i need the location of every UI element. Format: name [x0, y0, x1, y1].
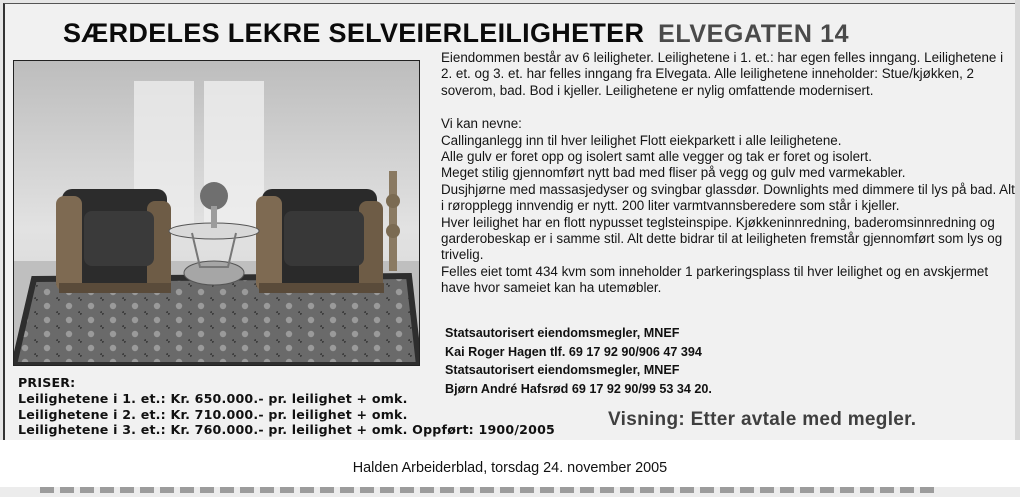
broker-phone: Bjørn André Hafsrød 69 17 92 90/99 53 34 20. — [445, 381, 712, 396]
price-row: Leilighetene i 2. et.: Kr. 710.000.- pr. leilighet + omk. — [18, 406, 408, 422]
ghost-text — [40, 487, 940, 493]
feature-item: Hver leilighet har en flott nypusset teglsteinspipe. Kjøkkeninnredning, baderomsinnredning og garderobeskap er i samme stil. Alt dette bidrar til at leiligheten fremstår gjennomført som lys og trivelig. — [441, 214, 1003, 263]
next-page-strip — [0, 487, 1020, 497]
price-heading: PRISER: — [18, 375, 76, 390]
feature-item: Dusjhjørne med massasjedyser og svingbar glassdør. Downlights med dimmere til lys på bad. Alt i røropplegg innvendig er nytt. 200 liter varmtvannsberedere som står i kjeller. — [441, 181, 1015, 214]
headline-address: ELVEGATEN 14 — [658, 20, 850, 48]
description-intro: Eiendommen består av 6 leiligheter. Leilighetene i 1. et.: har egen felles inngang. Leilighetene i 2. et. og 3. et. har felles inngang fra Elvegata. Alle leilighetene inneholder: Stue/kjøkken, 2 soverom, bad. Bod i kjeller. Leilighetene er nylig omfattende modernisert. — [441, 50, 1004, 98]
feature-item: Alle gulv er foret opp og isolert samt alle vegger og tak er foret og isolert. — [441, 149, 872, 165]
broker-title: Statsautorisert eiendomsmegler, MNEF — [445, 326, 680, 340]
real-estate-ad — [3, 3, 1017, 440]
headline — [63, 18, 849, 49]
viewing-info: Visning: Etter avtale med megler. — [608, 409, 917, 430]
features-heading: Vi kan nevne: — [441, 116, 522, 132]
page-edge — [1015, 0, 1020, 440]
headline-title: SÆRDELES LEKRE SELVEIERLEILIGHETER — [63, 18, 645, 48]
feature-item: Meget stilig gjennomført nytt bad med fliser på vegg og gulv med varmekabler. — [441, 165, 906, 181]
price-row: Leilighetene i 3. et.: Kr. 760.000.- pr. leilighet + omk. Oppført: 1900/2005 — [18, 422, 555, 438]
description — [441, 50, 1016, 297]
feature-item: Callinganlegg inn til hver leilighet Flott eiekparkett i alle leilighetene. — [441, 132, 842, 148]
price-row: Leilighetene i 1. et.: Kr. 650.000.- pr. leilighet + omk. — [18, 390, 408, 406]
source-caption: Halden Arbeiderblad, torsdag 24. november 2005 — [352, 460, 668, 476]
photo-image — [14, 61, 419, 365]
price-list — [18, 375, 555, 438]
broker-title: Statsautorisert eiendomsmegler, MNEF — [445, 363, 680, 378]
broker-phone: Kai Roger Hagen tlf. 69 17 92 90/906 47 394 — [445, 344, 702, 359]
feature-item: Felles eiet tomt 434 kvm som inneholder 1 parkeringsplass til hver leilighet og en avskjermet have hvor sameiet kan ha utemøbler. — [441, 263, 989, 296]
living-room-photo — [13, 60, 420, 366]
